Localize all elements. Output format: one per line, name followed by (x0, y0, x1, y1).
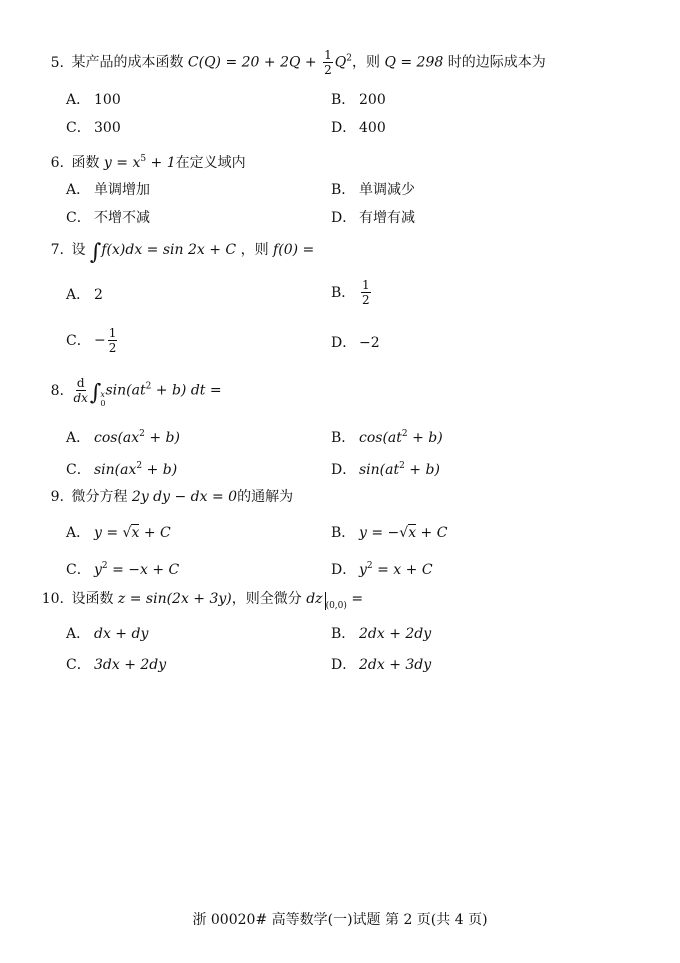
option-c: C． 3dx + 2dy (66, 657, 167, 673)
superscript: 5 (140, 154, 147, 164)
option-b: B． 单调减少 (331, 182, 415, 198)
option-text: − (94, 332, 106, 349)
option-text: y = (94, 525, 123, 541)
option-text: = x + C (372, 562, 433, 578)
option-d: D． $\sin(at^2 + b)$ (331, 461, 440, 478)
question-text: 的通解为 (237, 489, 294, 505)
option-b: B． 2dx + 2dy (331, 626, 432, 642)
question-text: 某产品的成本函数 (71, 54, 184, 71)
fraction: $\frac{1}{2}$ (324, 48, 332, 77)
math-expression: = (346, 591, 364, 607)
option-a: A． y = √x + C (66, 525, 171, 541)
math-expression: C(Q) = 20 + 2Q + (187, 54, 322, 71)
superscript: 2 (145, 381, 152, 392)
option-d: D． −2 (331, 335, 380, 351)
fraction: $\frac{1}{2}$ (108, 326, 117, 355)
math-expression: y = x (103, 155, 141, 171)
question-number: 6. (50, 155, 64, 171)
option-b: B． $\cos(at^2 + b)$ (331, 429, 443, 446)
question-text: ，则 (351, 54, 380, 71)
integral-sign: ∫ (89, 380, 102, 406)
option-a: A． 2 (66, 287, 103, 303)
option-a: A． dx + dy (66, 626, 149, 642)
option-text: 不增不减 (94, 210, 150, 226)
option-a: A． 100 (66, 92, 121, 108)
superscript: 2 (139, 429, 145, 439)
option-text: sin(at (359, 462, 400, 478)
question-text: 在定义域内 (175, 155, 246, 171)
option-text: 2 (94, 287, 103, 303)
option-d: D． 有增有减 (331, 210, 415, 226)
superscript: 2 (136, 461, 143, 471)
option-b: B． y = −√x + C (331, 525, 448, 541)
math-expression: f(x)dx = sin 2x + C (101, 242, 237, 258)
integral-sign: ∫ (89, 240, 102, 265)
math-expression: 2y dy − dx = 0 (131, 489, 238, 505)
option-text: 400 (359, 120, 386, 136)
option-text: sin(ax (94, 462, 137, 478)
sqrt-symbol: √ (399, 525, 409, 541)
option-text: + C (139, 525, 171, 541)
option-text: cos(at (359, 430, 402, 446)
option-text: = −x + C (107, 562, 180, 578)
superscript: 2 (399, 461, 405, 471)
math-expression: z = sin(2x + 3y) (117, 591, 232, 607)
option-text: −2 (359, 335, 380, 351)
question-5 (34, 48, 546, 77)
option-c: C． $y^2 = -x + C$ (66, 561, 180, 578)
question-10 (34, 589, 363, 616)
option-text: + b) (404, 462, 440, 478)
option-b: B． 200 (331, 92, 386, 108)
page-footer: 浙 00020# 高等数学(一)试题 第 2 页(共 4 页) (192, 912, 488, 928)
option-c: C． − $\frac{1}{2}$ (66, 326, 117, 355)
question-text: ，则全微分 (231, 591, 302, 607)
option-text: 2dx + 3dy (359, 657, 432, 673)
question-9 (34, 487, 293, 507)
option-text: y (359, 562, 367, 578)
question-text: ，则 (240, 242, 269, 258)
option-c: C． $\sin(ax^2 + b)$ (66, 461, 178, 478)
radicand: x (408, 525, 417, 541)
question-text: 设 (71, 242, 86, 258)
question-text: 微分方程 (71, 489, 128, 505)
option-a: A． 单调增加 (66, 182, 150, 198)
math-expression: + 1 (146, 155, 176, 171)
math-expression: Q = 298 (384, 54, 444, 71)
option-text: y (94, 562, 102, 578)
question-6 (34, 149, 246, 173)
question-7 (34, 240, 314, 263)
superscript: 2 (101, 561, 108, 571)
integral-limits: x 0 (100, 389, 106, 408)
option-text: 2dx + 2dy (359, 626, 432, 642)
option-text: cos(ax (94, 430, 140, 446)
question-text: 函数 (71, 155, 100, 171)
question-text: 时的边际成本为 (447, 54, 546, 71)
question-number: 9. (50, 489, 64, 505)
math-expression: f(0) = (273, 242, 315, 258)
option-d: D． 400 (331, 120, 386, 136)
option-a: A． $\cos(ax^2 + b)$ (66, 429, 180, 446)
question-number: 7. (50, 242, 64, 258)
fraction: $\frac{1}{2}$ (362, 278, 370, 307)
question-number: 5. (50, 54, 64, 71)
option-c: C． 300 (66, 120, 121, 136)
question-number: 10. (41, 591, 64, 607)
superscript: 2 (366, 561, 373, 571)
math-expression: sin(at (105, 382, 146, 399)
option-c: C． 不增不减 (66, 210, 150, 226)
radicand: x (131, 525, 140, 541)
question-text: 设函数 (71, 591, 114, 607)
option-text: + C (416, 525, 448, 541)
option-text: 200 (359, 92, 386, 108)
option-text: + b) (407, 430, 443, 446)
question-number: 8. (50, 382, 64, 399)
option-text: 3dx + 2dy (94, 657, 167, 673)
sqrt-symbol: √ (122, 525, 132, 541)
option-d: D． 2dx + 3dy (331, 657, 432, 673)
option-b: B． $\frac{1}{2}$ (331, 278, 370, 307)
option-d: D． $y^2 = x + C$ (331, 561, 433, 578)
option-text: 单调减少 (359, 182, 415, 198)
math-expression: + b) dt = (151, 382, 222, 399)
option-text: 有增有减 (359, 210, 415, 226)
option-text: dx + dy (94, 626, 149, 642)
option-text: 100 (94, 92, 121, 108)
superscript: 2 (346, 53, 352, 64)
question-8 (34, 376, 222, 408)
option-text: y = − (359, 525, 400, 541)
option-text: + b) (144, 430, 180, 446)
evaluation-point: (0,0) (325, 601, 347, 611)
option-text: + b) (142, 462, 178, 478)
math-expression: dz (306, 591, 323, 607)
derivative-operator: $\frac{d}{dx}$ (73, 376, 88, 405)
math-expression: Q (334, 54, 347, 71)
option-text: 单调增加 (94, 182, 150, 198)
option-text: 300 (94, 120, 121, 136)
superscript: 2 (401, 429, 408, 439)
